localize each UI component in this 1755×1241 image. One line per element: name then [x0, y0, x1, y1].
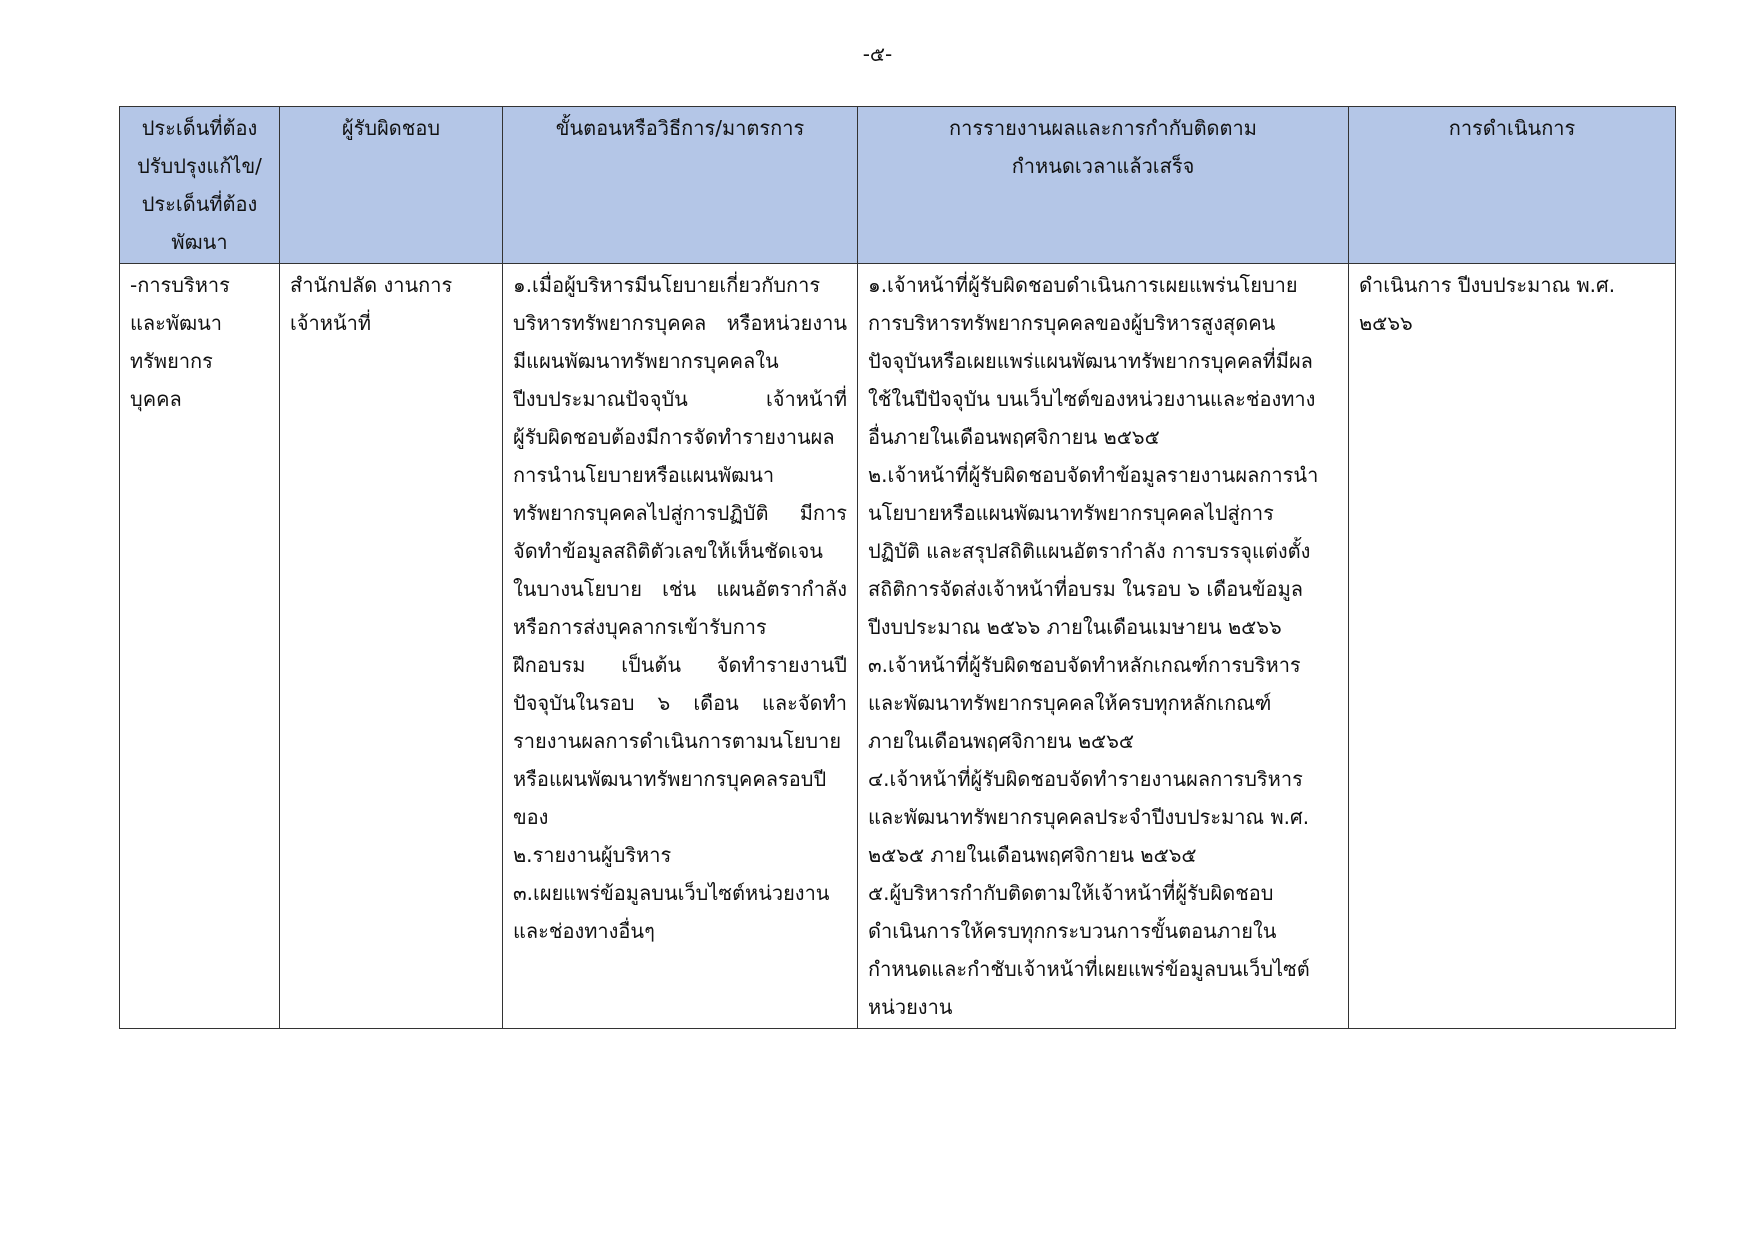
cell-line: หรือการส่งบุคลากรเข้ารับการ [513, 615, 767, 639]
cell-line: ๕.ผู้บริหารกำกับติดตามให้เจ้าหน้าที่ผู้รับผิดชอบ [868, 881, 1274, 905]
cell-line: ผู้รับผิดชอบต้องมีการจัดทำรายงานผล [513, 425, 835, 449]
cell-line: ปัจจุบันในรอบ ๖ เดือน และจัดทำ [513, 691, 847, 715]
header-operation [1349, 107, 1676, 264]
cell-line: ใช้ในปีปัจจุบัน บนเว็บไซต์ของหน่วยงานและช่องทาง [868, 387, 1316, 411]
header-line: ปรับปรุงแก้ไข/ [137, 154, 262, 178]
cell-line: และพัฒนาทรัพยากรบุคคลให้ครบทุกหลักเกณฑ์ [868, 691, 1272, 715]
cell-issue [120, 264, 280, 1029]
cell-line: รายงานผลการดำเนินการตามนโยบาย [513, 729, 842, 753]
cell-line: จัดทำข้อมูลสถิติตัวเลขให้เห็นชัดเจน [513, 539, 823, 563]
header-procedure [503, 107, 858, 264]
cell-line: ๑.เจ้าหน้าที่ผู้รับผิดชอบดำเนินการเผยแพร่นโยบาย [868, 273, 1298, 297]
header-line: ประเด็นที่ต้อง [141, 116, 258, 140]
cell-line: ดำเนินการให้ครบทุกกระบวนการขั้นตอนภายใน [868, 919, 1277, 943]
cell-line: ทรัพยากรบุคคลไปสู่การปฏิบัติ มีการ [513, 501, 847, 525]
cell-line: ๑.เมื่อผู้บริหารมีนโยบายเกี่ยวกับการ [513, 273, 821, 297]
cell-line: ปีงบประมาณ ๒๕๖๖ ภายในเดือนเมษายน ๒๕๖๖ [868, 615, 1282, 639]
table-header-row [120, 107, 1676, 264]
header-line: กำหนดเวลาแล้วเสร็จ [1011, 154, 1195, 178]
cell-line: ๓.เผยแพร่ข้อมูลบนเว็บไซต์หน่วยงาน [513, 881, 830, 905]
cell-line: เจ้าหน้าที่ [290, 311, 372, 335]
cell-line: มีแผนพัฒนาทรัพยากรบุคคลใน [513, 349, 779, 373]
header-reporting [858, 107, 1349, 264]
cell-line: ปัจจุบันหรือเผยแพร่แผนพัฒนาทรัพยากรบุคคลที่มีผล [868, 349, 1313, 373]
cell-line: และพัฒนา [130, 311, 223, 335]
cell-line: ๒.รายงานผู้บริหาร [513, 843, 672, 867]
cell-line: หรือแผนพัฒนาทรัพยากรบุคคลรอบปี [513, 767, 827, 791]
cell-line: ในบางนโยบาย เช่น แผนอัตรากำลัง [513, 577, 847, 601]
cell-line: ๔.เจ้าหน้าที่ผู้รับผิดชอบจัดทำรายงานผลการบริหาร [868, 767, 1303, 791]
cell-line: ๓.เจ้าหน้าที่ผู้รับผิดชอบจัดทำหลักเกณฑ์การบริหาร [868, 653, 1301, 677]
cell-line: และพัฒนาทรัพยากรบุคคลประจำปีงบประมาณ พ.ศ. [868, 805, 1310, 829]
cell-reporting [858, 264, 1349, 1029]
cell-line: นโยบายหรือแผนพัฒนาทรัพยากรบุคคลไปสู่การ [868, 501, 1274, 525]
cell-line: ๒๕๖๕ ภายในเดือนพฤศจิกายน ๒๕๖๕ [868, 843, 1197, 867]
cell-line: -การบริหาร [130, 273, 230, 297]
header-line: พัฒนา [171, 230, 228, 254]
cell-line: ปฏิบัติ และสรุปสถิติแผนอัตรากำลัง การบรรจุแต่งตั้ง [868, 539, 1311, 563]
header-line: การรายงานผลและการกำกับติดตาม [949, 116, 1257, 140]
cell-line: ๒.เจ้าหน้าที่ผู้รับผิดชอบจัดทำข้อมูลรายงานผลการนำ [868, 463, 1319, 487]
header-line: ประเด็นที่ต้อง [141, 192, 258, 216]
cell-line: บริหารทรัพยากรบุคคล หรือหน่วยงาน [513, 311, 847, 335]
cell-procedure [503, 264, 858, 1029]
header-line: ขั้นตอนหรือวิธีการ/มาตรการ [555, 116, 805, 140]
cell-line: อื่นภายในเดือนพฤศจิกายน ๒๕๖๕ [868, 425, 1160, 449]
cell-line: ทรัพยากร [130, 349, 213, 373]
cell-line: สำนักปลัด งานการ [290, 273, 453, 297]
header-line: ผู้รับผิดชอบ [341, 116, 441, 140]
cell-line: บุคคล [130, 387, 182, 411]
cell-line: กำหนดและกำชับเจ้าหน้าที่เผยแพร่ข้อมูลบนเว็บไซต์ [868, 957, 1310, 981]
cell-operation [1349, 264, 1676, 1029]
cell-line: การบริหารทรัพยากรบุคคลของผู้บริหารสูงสุดคน [868, 311, 1276, 335]
header-responsible [280, 107, 503, 264]
cell-line: หน่วยงาน [868, 995, 953, 1019]
page-number: -๕- [862, 42, 893, 66]
header-line: การดำเนินการ [1448, 116, 1576, 140]
cell-line: ฝึกอบรม เป็นต้น จัดทำรายงานปี [513, 653, 847, 677]
cell-line: ภายในเดือนพฤศจิกายน ๒๕๖๕ [868, 729, 1135, 753]
cell-line: สถิติการจัดส่งเจ้าหน้าที่อบรม ในรอบ ๖ เดือนข้อมูล [868, 577, 1304, 601]
cell-line: ปีงบประมาณปัจจุบัน เจ้าหน้าที่ [513, 387, 847, 411]
cell-line: ดำเนินการ ปีงบประมาณ พ.ศ. [1359, 273, 1616, 297]
action-plan-table [119, 106, 1676, 1029]
cell-line: และช่องทางอื่นๆ [513, 919, 655, 943]
cell-responsible [280, 264, 503, 1029]
cell-line: ของ [513, 805, 549, 829]
header-issue [120, 107, 280, 264]
table-row [120, 264, 1676, 1029]
cell-line: ๒๕๖๖ [1359, 311, 1413, 335]
cell-line: การนำนโยบายหรือแผนพัฒนา [513, 463, 775, 487]
